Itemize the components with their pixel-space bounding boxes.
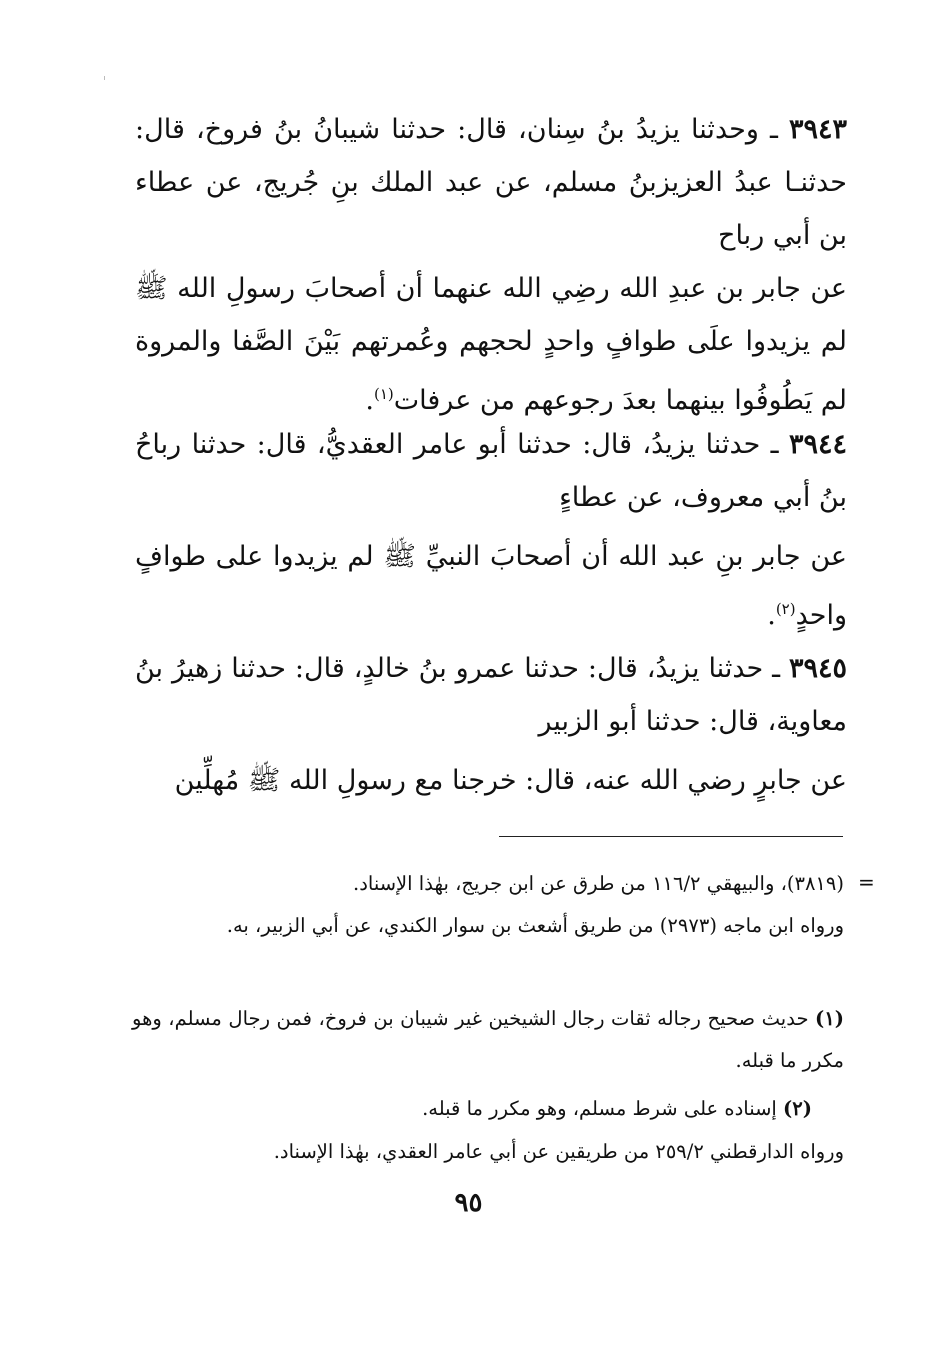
matn-text: عن جابر بن عبدِ الله رضِي الله عنهما أن أصحابَ رسولِ الله ﷺ لم يزيدوا علَى طوافٍ واحدٍ لحجهم وعُمرتهم بَيْنَ الصَّفا والمروة لم يَطُوفُوا بينهما بعدَ رجوعهم من عرفات	[135, 273, 847, 416]
footnote-number: (٢)	[783, 1097, 812, 1120]
hadith-number: ٣٩٤٥	[788, 653, 847, 684]
continuation-marker: =	[858, 870, 875, 894]
footnote-line: ورواه الدارقطني ٢٥٩/٢ من طريقين عن أبي عامر العقدي، بهٰذا الإسناد.	[273, 1140, 844, 1163]
footnote-line: (٣٨١٩)، والبيهقي ١١٦/٢ من طرق عن ابن جريج، بهٰذا الإسناد.	[353, 872, 844, 895]
end-mark: .	[365, 385, 374, 416]
hadith-number: ٣٩٤٤	[788, 429, 847, 460]
footnote-continuation	[132, 863, 844, 947]
page-number: ٩٥	[454, 1188, 483, 1218]
scan-mark	[104, 76, 105, 80]
hadith-3943-matn	[135, 262, 847, 427]
footnote-2	[132, 1088, 812, 1130]
isnad-text: ـ حدثنا يزيدُ، قال: حدثنا أبو عامر العقديُّ، قال: حدثنا رباحُ بنُ أبي معروف، عن عطاءٍ	[135, 429, 847, 513]
footnote-number: (١)	[815, 1007, 844, 1030]
footnote-ref-2[interactable]: (٢)	[775, 600, 796, 618]
hadith-3944-isnad	[135, 418, 847, 524]
isnad-text: ـ حدثنا يزيدُ، قال: حدثنا عمرو بنُ خالدٍ، قال: حدثنا زهيرُ بنُ معاوية، قال: حدثنا أبو الزبير	[135, 653, 847, 737]
end-mark: .	[767, 600, 776, 631]
matn-text: عن جابرٍ رضي الله عنه، قال: خرجنا مع رسولِ الله ﷺ مُهلِّين	[174, 765, 847, 796]
footnote-line: ورواه ابن ماجه (٢٩٧٣) من طريق أشعث بن سوار الكندي، عن أبي الزبير، به.	[226, 914, 844, 937]
hadith-3945-isnad	[135, 642, 847, 748]
footnote-ref-1[interactable]: (١)	[373, 385, 394, 403]
footnote-1	[132, 998, 844, 1082]
isnad-text: ـ وحدثنا يزيدُ بنُ سِنان، قال: حدثنا شيبانُ بنُ فروخ، قال: حدثنـا عبدُ العزيزبنُ مسلم، عن عبد الملك بنِ جُريج، عن عطاء بن أبي رباح	[135, 114, 847, 251]
hadith-3944-matn	[135, 530, 847, 642]
hadith-number: ٣٩٤٣	[788, 114, 847, 145]
hadith-3945-matn	[135, 754, 847, 807]
matn-text: عن جابر بنِ عبد الله أن أصحابَ النبيِّ ﷺ لم يزيدوا على طوافٍ واحدٍ	[135, 541, 847, 631]
footnote-text: حديث صحيح رجاله ثقات رجال الشيخين غير شيبان بن فروخ، فمن رجال مسلم، وهو مكرر ما قبله.	[132, 1007, 844, 1072]
footnote-text: إسناده على شرط مسلم، وهو مكرر ما قبله.	[422, 1097, 777, 1120]
footnote-separator	[499, 836, 843, 837]
footnote-2-line2	[132, 1131, 844, 1173]
hadith-3943-isnad	[135, 103, 847, 262]
